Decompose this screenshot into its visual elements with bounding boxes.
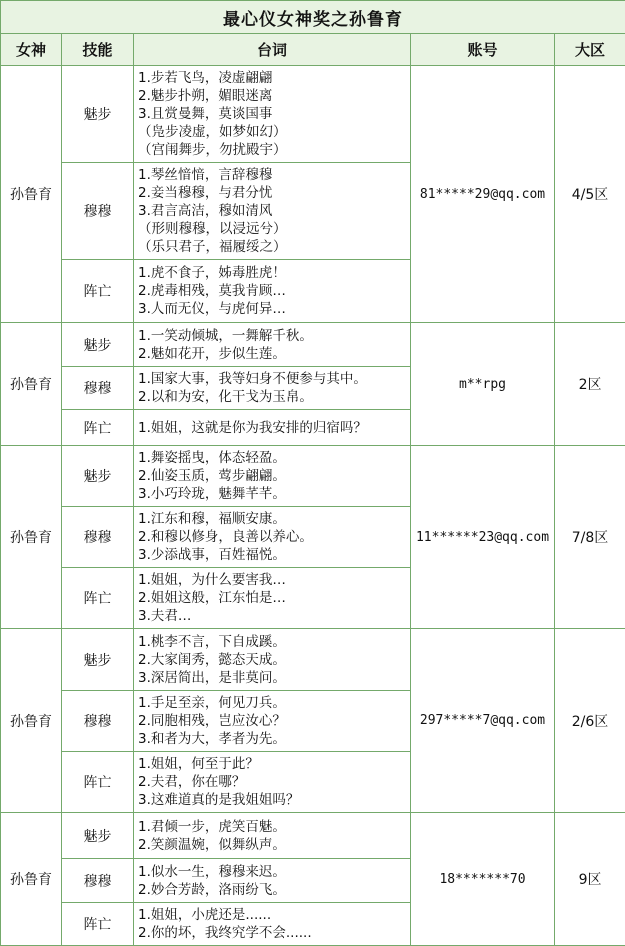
quote-line: 3.君言高洁，穆如清风	[138, 202, 406, 220]
quote-line: 1.琴丝愔愔，言辞穆穆	[138, 166, 406, 184]
quote-lines	[134, 629, 411, 691]
quote-line: 1.舞姿摇曳，体态轻盈。	[138, 449, 406, 467]
table-row	[1, 629, 625, 691]
table-row	[1, 813, 625, 859]
quote-line: （凫步凌虚，如梦如幻）	[138, 123, 406, 141]
header-goddess: 女神	[1, 34, 62, 66]
header-region: 大区	[555, 34, 625, 66]
quote-lines	[134, 752, 411, 813]
goddess-name: 孙鲁育	[1, 446, 62, 629]
region-label: 9区	[555, 813, 625, 946]
quote-line: 3.人而无仪，与虎何异…	[138, 300, 406, 318]
quote-line: 1.姐姐，为什么要害我…	[138, 571, 406, 589]
quote-line: 2.和穆以修身，良善以养心。	[138, 528, 406, 546]
quote-lines	[134, 859, 411, 903]
quote-line: 3.和者为大，孝者为先。	[138, 730, 406, 748]
quote-line: 2.妾当穆穆，与君分忧	[138, 184, 406, 202]
goddess-name: 孙鲁育	[1, 323, 62, 446]
quote-line: 3.夫君…	[138, 607, 406, 625]
table-body	[1, 66, 625, 946]
quote-line: 2.姐姐这般，江东怕是…	[138, 589, 406, 607]
region-label: 7/8区	[555, 446, 625, 629]
quote-line: 1.江东和穆，福顺安康。	[138, 510, 406, 528]
quote-line: 1.一笑动倾城，一舞解千秋。	[138, 327, 406, 345]
quote-line: 1.似水一生，穆穆来迟。	[138, 863, 406, 881]
quote-line: 1.桃李不言，下自成蹊。	[138, 633, 406, 651]
quote-line: 2.仙姿玉质，莺步翩翩。	[138, 467, 406, 485]
quote-line: （形则穆穆，以浸远兮）	[138, 220, 406, 238]
quote-line: 2.以和为安，化干戈为玉帛。	[138, 388, 406, 406]
quote-line: 2.虎毒相残，莫我肯顾…	[138, 282, 406, 300]
skill-name: 阵亡	[62, 568, 134, 629]
account-id: 297*****7@qq.com	[411, 629, 555, 813]
skill-name: 魅步	[62, 66, 134, 163]
quote-lines	[134, 66, 411, 163]
quote-line: 3.小巧玲珑，魅舞芊芊。	[138, 485, 406, 503]
quote-line: 1.姐姐，小虎还是......	[138, 906, 406, 924]
quote-line: 3.少添战事，百姓福悦。	[138, 546, 406, 564]
quote-lines	[134, 410, 411, 446]
quote-line: （乐只君子，福履绥之）	[138, 238, 406, 256]
quote-line: 2.大家闺秀，懿态天成。	[138, 651, 406, 669]
skill-name: 阵亡	[62, 260, 134, 323]
quote-lines	[134, 260, 411, 323]
quote-line: 2.妙合芳龄，洛雨纷飞。	[138, 881, 406, 899]
skill-name: 穆穆	[62, 859, 134, 903]
quote-line: 1.国家大事，我等妇身不便参与其中。	[138, 370, 406, 388]
region-label: 4/5区	[555, 66, 625, 323]
skill-name: 魅步	[62, 323, 134, 367]
header-lines: 台词	[134, 34, 411, 66]
goddess-name: 孙鲁育	[1, 629, 62, 813]
skill-name: 阵亡	[62, 903, 134, 946]
quote-line: 1.手足至亲，何见刀兵。	[138, 694, 406, 712]
quote-line: 2.你的坏，我终究学不会......	[138, 924, 406, 942]
quote-line: 2.笑颜温婉，似舞纵声。	[138, 836, 406, 854]
quote-lines	[134, 446, 411, 507]
quote-line: 2.魅如花开，步似生莲。	[138, 345, 406, 363]
quote-lines	[134, 813, 411, 859]
quote-line: 2.魅步扑朔，媚眼迷离	[138, 87, 406, 105]
quote-line: 3.深居简出，是非莫问。	[138, 669, 406, 687]
quote-lines	[134, 507, 411, 568]
account-id: m**rpg	[411, 323, 555, 446]
quote-line: 1.君倾一步，虎笑百魅。	[138, 818, 406, 836]
header-account: 账号	[411, 34, 555, 66]
skill-name: 阵亡	[62, 752, 134, 813]
quote-lines	[134, 163, 411, 260]
skill-name: 阵亡	[62, 410, 134, 446]
quote-lines	[134, 903, 411, 946]
skill-name: 魅步	[62, 813, 134, 859]
region-label: 2区	[555, 323, 625, 446]
quote-line: 1.虎不食子，姊毒胜虎！	[138, 264, 406, 282]
skill-name: 穆穆	[62, 367, 134, 410]
account-id: 18*******70	[411, 813, 555, 946]
region-label: 2/6区	[555, 629, 625, 813]
skill-name: 穆穆	[62, 163, 134, 260]
table-title: 最心仪女神奖之孙鲁育	[1, 1, 625, 34]
quote-lines	[134, 323, 411, 367]
quote-line: （宫闱舞步，勿扰殿宇）	[138, 141, 406, 159]
goddess-name: 孙鲁育	[1, 66, 62, 323]
quote-lines	[134, 568, 411, 629]
account-id: 81*****29@qq.com	[411, 66, 555, 323]
quote-line: 3.这难道真的是我姐姐吗？	[138, 791, 406, 809]
header-skill: 技能	[62, 34, 134, 66]
table-row	[1, 323, 625, 367]
skill-name: 魅步	[62, 446, 134, 507]
skill-name: 穆穆	[62, 507, 134, 568]
quote-line: 3.且赏曼舞，莫谈国事	[138, 105, 406, 123]
quote-line: 2.同胞相残，岂应汝心？	[138, 712, 406, 730]
quote-lines	[134, 367, 411, 410]
account-id: 11******23@qq.com	[411, 446, 555, 629]
quote-line: 1.步若飞鸟，凌虚翩翩	[138, 69, 406, 87]
skill-name: 穆穆	[62, 691, 134, 752]
quote-line: 1.姐姐，这就是你为我安排的归宿吗？	[138, 419, 406, 437]
table-row	[1, 446, 625, 507]
quote-lines	[134, 691, 411, 752]
skill-name: 魅步	[62, 629, 134, 691]
quote-line: 2.夫君，你在哪？	[138, 773, 406, 791]
table-row	[1, 66, 625, 163]
quote-line: 1.姐姐，何至于此？	[138, 755, 406, 773]
goddess-name: 孙鲁育	[1, 813, 62, 946]
